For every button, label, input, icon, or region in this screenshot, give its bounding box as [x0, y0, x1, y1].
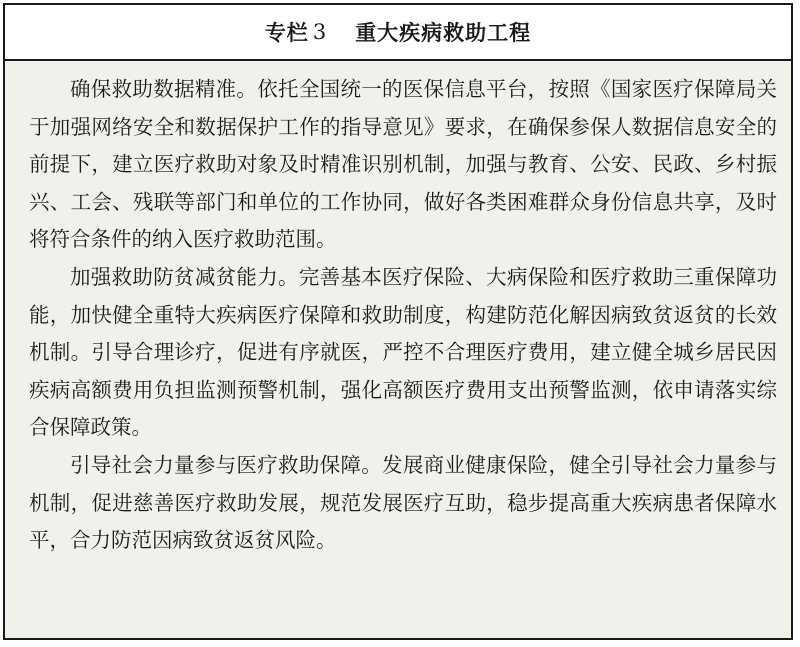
- column-title: 重大疾病救助工程: [355, 21, 532, 45]
- paragraph-poverty-prevention: 加强救助防贫减贫能力。完善基本医疗保险、大病保险和医疗救助三重保障功能，加快健全重特大疾病医疗保障和救助制度，构建防范化解因病致贫返贫的长效机制。引导合理诊疗，促进有序就医，严控不合理医疗费用，建立健全城乡居民因疾病高额费用负担监测预警机制，强化高额医疗费用支出预警监测，依申请落实综合保障政策。: [29, 264, 777, 440]
- column-body: [5, 61, 791, 638]
- column-label: 专栏: [264, 21, 309, 45]
- column-box: [3, 3, 793, 640]
- column-header: [5, 5, 791, 61]
- column-number: 3: [312, 20, 328, 44]
- paragraph-data-accuracy: 确保救助数据精准。依托全国统一的医保信息平台，按照《国家医疗保障局关于加强网络安全和数据保护工作的指导意见》要求，在确保参保人数据信息安全的前提下，建立医疗救助对象及时精准识别机制，加强与教育、公安、民政、乡村振兴、工会、残联等部门和单位的工作协同，做好各类困难群众身份信息共享，及时将符合条件的纳入医疗救助范围。: [29, 77, 777, 252]
- paragraph-social-participation: 引导社会力量参与医疗救助保障。发展商业健康保险，健全引导社会力量参与机制，促进慈善医疗救助发展，规范发展医疗互助，稳步提高重大疾病患者保障水平，合力防范因病致贫返贫风险。: [29, 452, 777, 553]
